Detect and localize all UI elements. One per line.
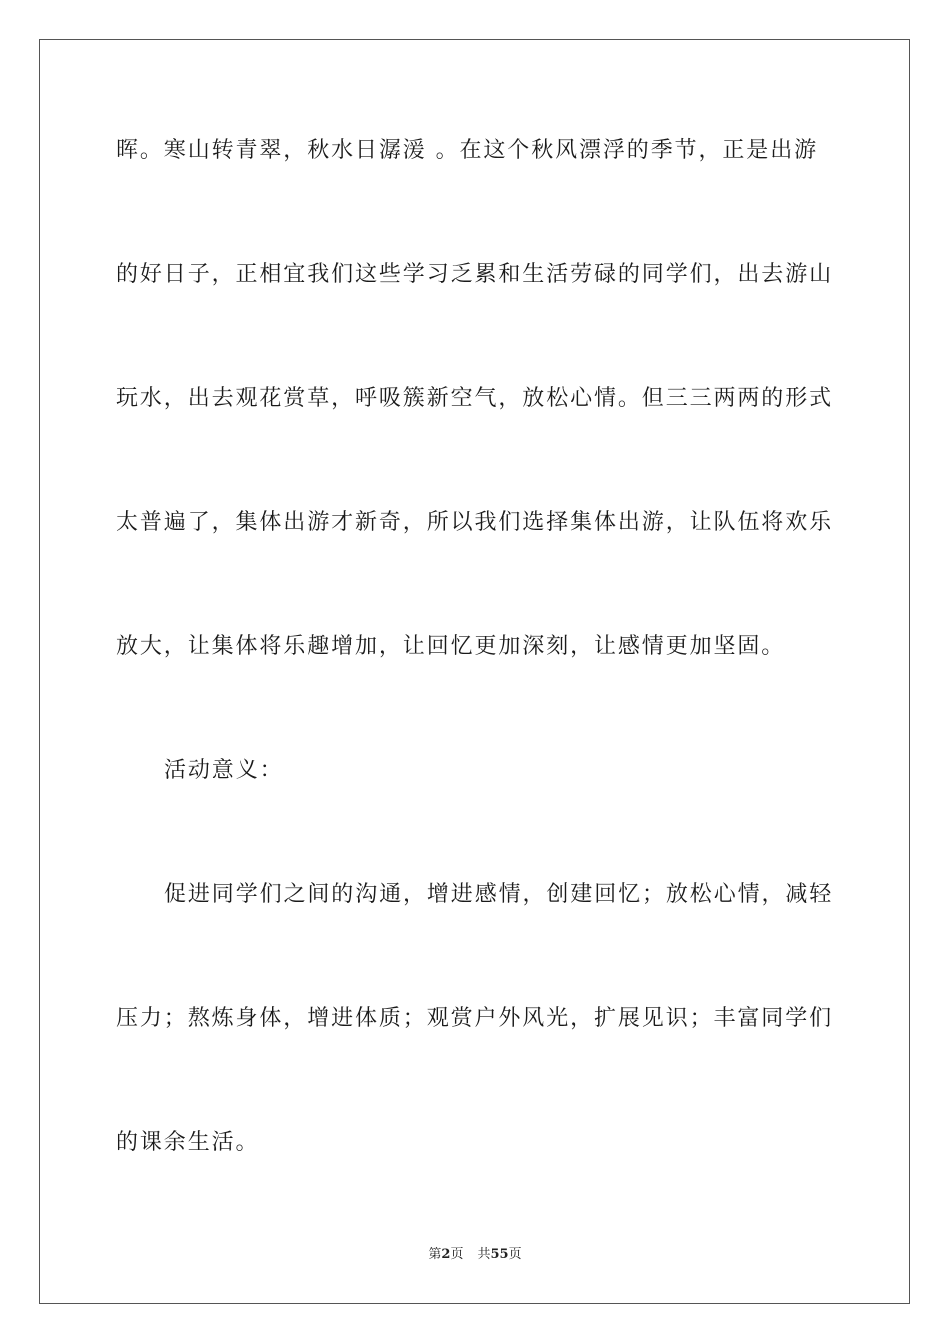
page-number: 2 <box>441 1247 451 1262</box>
total-suffix: 页 <box>508 1247 522 1262</box>
page-suffix: 页 <box>450 1247 464 1262</box>
paragraph-line: 晖。寒山转青翠，秋水日潺湲 。在这个秋风漂浮的季节，正是出游 <box>116 138 818 163</box>
page-footer <box>0 1246 950 1264</box>
total-pages: 55 <box>490 1247 509 1262</box>
section-heading: 活动意义： <box>164 758 284 783</box>
paragraph-line: 玩水，出去观花赏草，呼吸簇新空气，放松心情。但三三两两的形式 <box>116 386 834 411</box>
paragraph-line: 放大，让集体将乐趣增加，让回忆更加深刻，让感情更加坚固。 <box>116 634 786 659</box>
paragraph-line: 压力；熬炼身体，增进体质；观赏户外风光，扩展见识；丰富同学们 <box>116 1006 834 1031</box>
paragraph-line: 的课余生活。 <box>116 1130 260 1155</box>
paragraph-line: 促进同学们之间的沟通，增进感情，创建回忆；放松心情，减轻 <box>164 882 834 907</box>
page-prefix: 第 <box>428 1247 442 1262</box>
paragraph-line: 的好日子，正相宜我们这些学习乏累和生活劳碌的同学们，出去游山 <box>116 262 834 287</box>
total-prefix: 共 <box>477 1247 491 1262</box>
page-border <box>39 39 910 1304</box>
paragraph-line: 太普遍了，集体出游才新奇，所以我们选择集体出游，让队伍将欢乐 <box>116 510 834 535</box>
